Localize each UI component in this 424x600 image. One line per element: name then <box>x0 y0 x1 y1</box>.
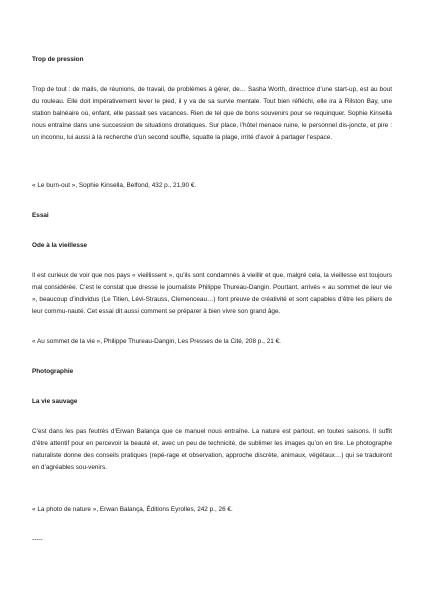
section-body: Il est curieux de voir que nos pays « vieillissent », qu’ils sont condamnés à vieillir et que, malgré cela, la vieillesse est toujours mal considérée. C’est le constat que dresse le journaliste Philippe Thureau-Dangin. Pourtant, arrivés « au sommet de leur vie », beaucoup d’individus (Le Titien, Lévi-Strauss, Clemenceau…) font preuve de créativité et sont capables d’être les piliers de leur commu-nauté. Cet essai dit aussi comment se préparer à bien vivre son grand âge. <box>32 272 392 315</box>
book-citation: « Le burn-out », Sophie Kinsella, Belfond, 432 p., 21,90 €. <box>32 182 197 189</box>
book-citation: « Au sommet de la vie », Philippe Thureau-Dangin, Les Presses de la Cité, 208 p., 21 €. <box>32 338 281 345</box>
category-heading: Photographie <box>32 368 74 375</box>
section-title: Ode à la vieillesse <box>32 242 88 249</box>
category-heading: Essai <box>32 212 49 219</box>
section-title: La vie sauvage <box>32 398 78 405</box>
section-body: Trop de tout : de mails, de réunions, de travail, de problèmes à gérer, de… Sasha Worth, directrice d’une start-up, est au bout du rouleau. Elle doit impérativement lever le pied, il y va de sa survie mentale. Tout bien réfléchi, elle ira à Rilston Bay, une station balnéaire où, enfant, elle passait ses vacances. Rien de tel que de bons souvenirs pour se requinquer. Sophie Kinsella nous entraîne dans une succession de situations drolatiques. Sur place, l’hôtel menace ruine, le personnel dis-joncte, et pire : un inconnu, lui aussi à la recherche d’un second souffle, squatte la plage, irrité d’avoir à partager l’espace. <box>32 86 392 141</box>
separator: ----- <box>32 536 43 543</box>
section-body: C’est dans les pas feutrés d’Erwan Balança que ce manuel nous entraîne. La nature est partout, en toutes saisons. Il suffit d’être attentif pour en percevoir la beauté et, avec un peu de technicité, de sublimer les images qu’on en tire. Le photographe naturaliste donne des conseils pratiques (repé-rage et observation, approche discrète, animaux, végétaux…) qui se traduiront en d’agréables sou-venirs. <box>32 428 392 471</box>
book-citation: « La photo de nature », Erwan Balança, Éditions Eyrolles, 242 p., 26 €. <box>32 506 233 513</box>
section-title: Trop de pression <box>32 56 84 63</box>
